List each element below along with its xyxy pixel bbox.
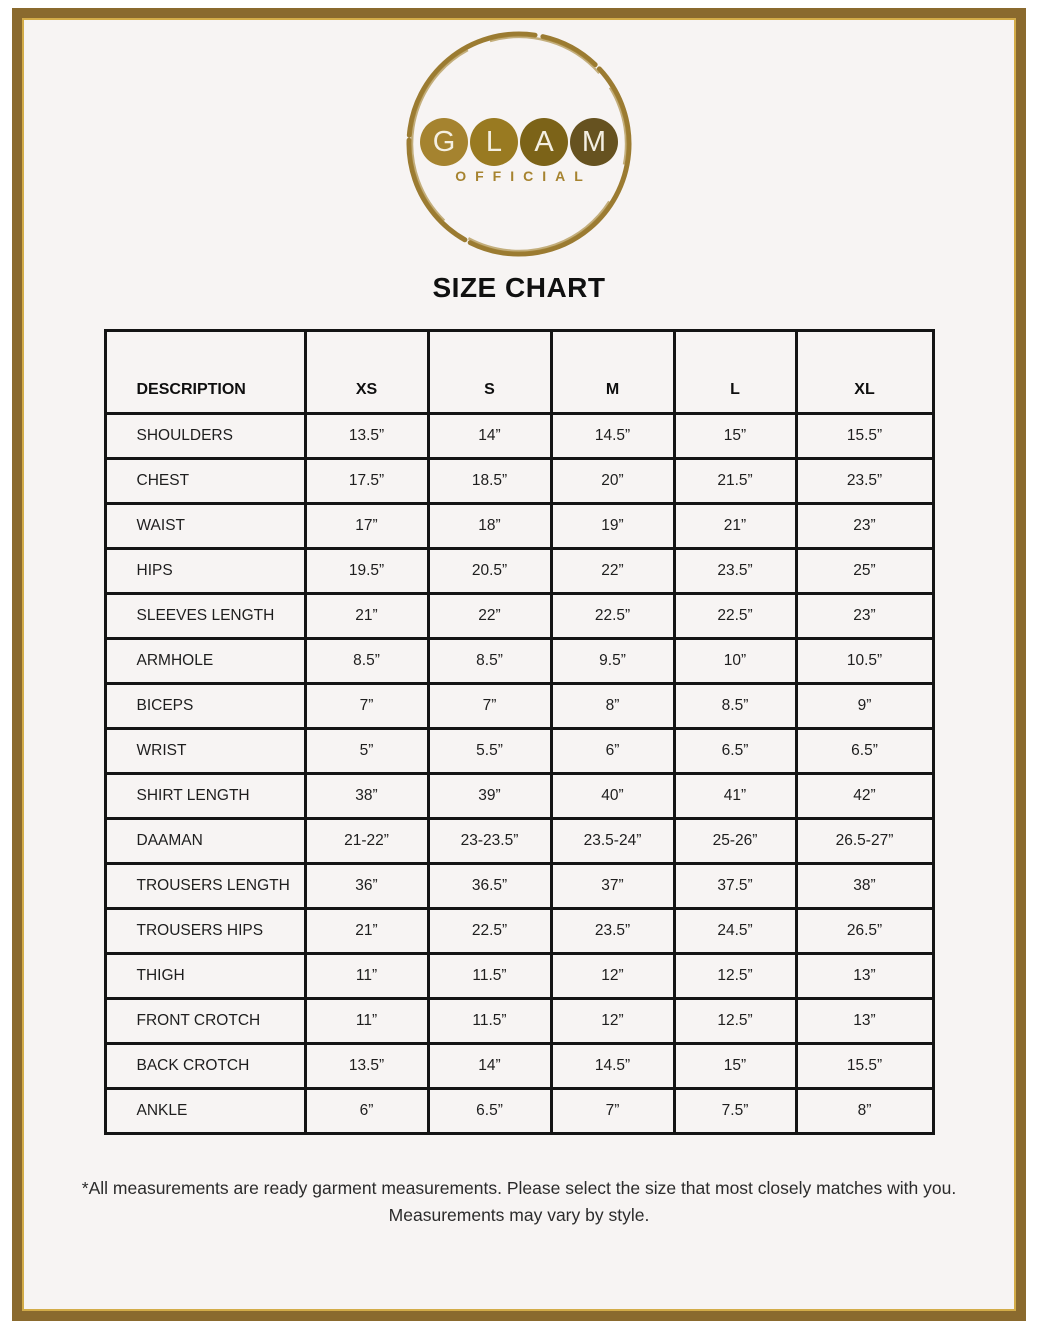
size-value: 7.5”: [674, 1089, 796, 1134]
size-value: 11.5”: [428, 954, 551, 999]
size-value: 7”: [551, 1089, 674, 1134]
table-row: [105, 999, 933, 1044]
size-value: 11”: [305, 954, 428, 999]
size-value: 8”: [796, 1089, 933, 1134]
logo-letter-m: M: [570, 118, 618, 166]
size-value: 25-26”: [674, 819, 796, 864]
size-value: 37.5”: [674, 864, 796, 909]
table-row: [105, 414, 933, 459]
size-value: 6.5”: [796, 729, 933, 774]
table-row: [105, 954, 933, 999]
table-row: [105, 594, 933, 639]
header-size-l: L: [674, 331, 796, 414]
row-label: ARMHOLE: [105, 639, 305, 684]
header-size-m: M: [551, 331, 674, 414]
size-value: 13”: [796, 999, 933, 1044]
size-value: 12”: [551, 999, 674, 1044]
size-chart-table: [104, 329, 935, 1135]
table-row: [105, 1089, 933, 1134]
size-value: 6.5”: [428, 1089, 551, 1134]
row-label: TROUSERS LENGTH: [105, 864, 305, 909]
table-row: [105, 774, 933, 819]
row-label: ANKLE: [105, 1089, 305, 1134]
size-value: 13.5”: [305, 1044, 428, 1089]
page-content: [22, 18, 1016, 1311]
row-label: FRONT CROTCH: [105, 999, 305, 1044]
table-row: [105, 504, 933, 549]
size-value: 24.5”: [674, 909, 796, 954]
size-value: 26.5”: [796, 909, 933, 954]
size-value: 25”: [796, 549, 933, 594]
header-row: [105, 331, 933, 414]
header-size-xs: XS: [305, 331, 428, 414]
size-value: 39”: [428, 774, 551, 819]
size-value: 23”: [796, 594, 933, 639]
size-value: 23.5”: [551, 909, 674, 954]
row-label: BACK CROTCH: [105, 1044, 305, 1089]
header-size-s: S: [428, 331, 551, 414]
size-value: 11”: [305, 999, 428, 1044]
row-label: BICEPS: [105, 684, 305, 729]
size-value: 9.5”: [551, 639, 674, 684]
size-value: 40”: [551, 774, 674, 819]
size-value: 6”: [305, 1089, 428, 1134]
table-row: [105, 1044, 933, 1089]
size-value: 6.5”: [674, 729, 796, 774]
row-label: WRIST: [105, 729, 305, 774]
size-value: 13”: [796, 954, 933, 999]
size-value: 21”: [674, 504, 796, 549]
size-value: 10.5”: [796, 639, 933, 684]
size-value: 14.5”: [551, 414, 674, 459]
logo-letter-g: G: [420, 118, 468, 166]
size-value: 23-23.5”: [428, 819, 551, 864]
size-value: 36”: [305, 864, 428, 909]
row-label: SHIRT LENGTH: [105, 774, 305, 819]
row-label: TROUSERS HIPS: [105, 909, 305, 954]
size-value: 20”: [551, 459, 674, 504]
size-value: 5”: [305, 729, 428, 774]
footnote-line-2: Measurements may vary by style.: [388, 1205, 650, 1226]
size-value: 7”: [305, 684, 428, 729]
size-value: 41”: [674, 774, 796, 819]
size-value: 19”: [551, 504, 674, 549]
size-value: 38”: [305, 774, 428, 819]
size-value: 23”: [796, 504, 933, 549]
size-value: 22”: [428, 594, 551, 639]
size-value: 17.5”: [305, 459, 428, 504]
row-label: HIPS: [105, 549, 305, 594]
size-value: 15”: [674, 414, 796, 459]
size-value: 14.5”: [551, 1044, 674, 1089]
size-value: 21”: [305, 909, 428, 954]
size-value: 10”: [674, 639, 796, 684]
table-row: [105, 909, 933, 954]
size-value: 14”: [428, 414, 551, 459]
size-value: 22.5”: [674, 594, 796, 639]
size-value: 12”: [551, 954, 674, 999]
size-value: 21-22”: [305, 819, 428, 864]
table-row: [105, 864, 933, 909]
size-value: 12.5”: [674, 954, 796, 999]
size-value: 26.5-27”: [796, 819, 933, 864]
size-value: 21.5”: [674, 459, 796, 504]
row-label: THIGH: [105, 954, 305, 999]
table-row: [105, 729, 933, 774]
size-value: 20.5”: [428, 549, 551, 594]
table-body: [105, 414, 933, 1134]
size-value: 22.5”: [551, 594, 674, 639]
size-value: 23.5”: [674, 549, 796, 594]
size-value: 42”: [796, 774, 933, 819]
size-value: 38”: [796, 864, 933, 909]
size-value: 17”: [305, 504, 428, 549]
brand-logo: [401, 28, 637, 264]
row-label: CHEST: [105, 459, 305, 504]
size-value: 36.5”: [428, 864, 551, 909]
size-value: 8.5”: [674, 684, 796, 729]
logo-letters: [401, 118, 637, 166]
size-value: 14”: [428, 1044, 551, 1089]
size-value: 5.5”: [428, 729, 551, 774]
row-label: WAIST: [105, 504, 305, 549]
header-description: DESCRIPTION: [105, 331, 305, 414]
size-value: 37”: [551, 864, 674, 909]
size-value: 18.5”: [428, 459, 551, 504]
page-title: SIZE CHART: [432, 272, 606, 303]
size-value: 9”: [796, 684, 933, 729]
size-value: 22.5”: [428, 909, 551, 954]
footnote-line-1: *All measurements are ready garment measurements. Please select the size that most closely matches with you.: [81, 1178, 957, 1198]
size-value: 6”: [551, 729, 674, 774]
table-row: [105, 549, 933, 594]
size-value: 23.5-24”: [551, 819, 674, 864]
size-value: 23.5”: [796, 459, 933, 504]
logo-letter-a: A: [520, 118, 568, 166]
size-value: 15.5”: [796, 1044, 933, 1089]
table-row: [105, 819, 933, 864]
header-size-xl: XL: [796, 331, 933, 414]
row-label: SLEEVES LENGTH: [105, 594, 305, 639]
size-value: 18”: [428, 504, 551, 549]
size-value: 15”: [674, 1044, 796, 1089]
size-value: 8.5”: [305, 639, 428, 684]
size-value: 12.5”: [674, 999, 796, 1044]
size-value: 19.5”: [305, 549, 428, 594]
table-row: [105, 459, 933, 504]
size-value: 13.5”: [305, 414, 428, 459]
size-value: 21”: [305, 594, 428, 639]
table-row: [105, 639, 933, 684]
logo-letter-l: L: [470, 118, 518, 166]
size-value: 15.5”: [796, 414, 933, 459]
size-value: 8.5”: [428, 639, 551, 684]
size-value: 8”: [551, 684, 674, 729]
size-value: 11.5”: [428, 999, 551, 1044]
logo-subtitle: OFFICIAL: [455, 168, 592, 184]
size-value: 7”: [428, 684, 551, 729]
row-label: DAAMAN: [105, 819, 305, 864]
table-row: [105, 684, 933, 729]
row-label: SHOULDERS: [105, 414, 305, 459]
gold-frame: [12, 8, 1026, 1321]
footnote: [69, 1175, 969, 1229]
size-value: 22”: [551, 549, 674, 594]
